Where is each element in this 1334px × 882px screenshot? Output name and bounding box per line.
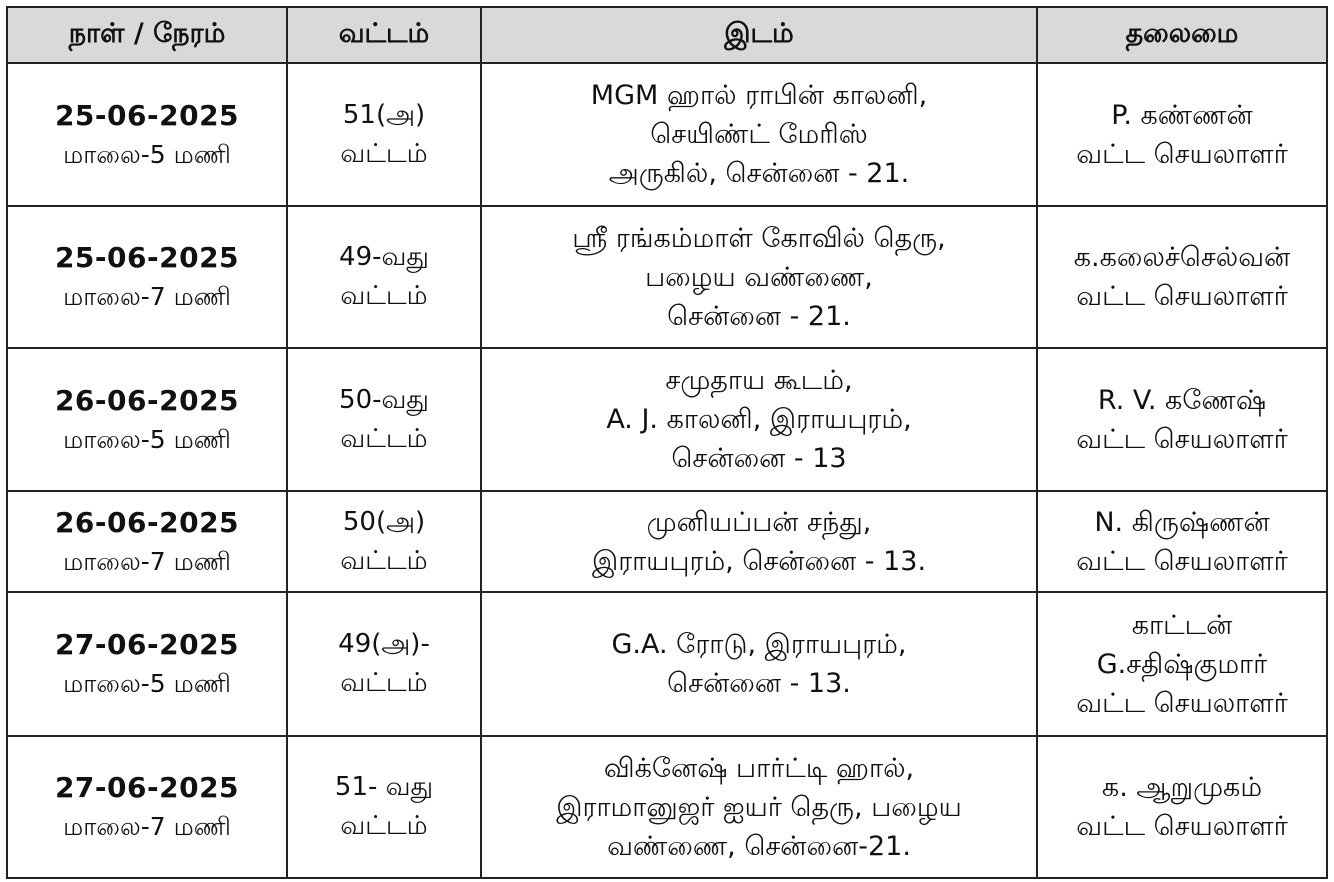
ward-line: 49-வது [339, 242, 429, 272]
table-row [7, 63, 1327, 206]
ward-line: வட்டம் [340, 811, 428, 841]
table-row [7, 348, 1327, 491]
ward-line: 51- வது [334, 772, 434, 802]
leader-cell [1037, 63, 1327, 206]
place-line: G.A. ரோடு, இராயபுரம், [611, 629, 907, 660]
place-cell [481, 348, 1037, 491]
ward-cell [287, 736, 481, 878]
place-cell [481, 63, 1037, 206]
leader-line: வட்ட செயலாளர் [1076, 423, 1288, 455]
leader-line: வட்ட செயலாளர் [1076, 545, 1288, 577]
place-cell [481, 491, 1037, 592]
place-line: MGM ஹால் ராபின் காலனி, [590, 80, 928, 111]
header-leader: தலைமை [1037, 7, 1327, 63]
ward-cell [287, 63, 481, 206]
leader-line: N. கிருஷ்ணன் [1094, 506, 1270, 538]
ward-line: வட்டம் [340, 281, 428, 311]
place-line: சென்னை - 13. [667, 668, 851, 699]
ward-cell [287, 348, 481, 491]
ward-cell [287, 206, 481, 348]
meeting-time: மாலை-7 மணி [63, 546, 231, 576]
table-row [7, 736, 1327, 878]
leader-line: காட்டன் [1131, 609, 1233, 641]
leader-line: P. கண்ணன் [1111, 99, 1253, 131]
ward-line: வட்டம் [340, 545, 428, 576]
meeting-time: மாலை-7 மணி [63, 812, 231, 841]
leader-line: R. V. கணேஷ் [1097, 384, 1267, 416]
place-line: விக்னேஷ் பார்ட்டி ஹால், [603, 752, 915, 784]
ward-line: 50-வது [339, 384, 429, 415]
ward-line: வட்டம் [340, 668, 428, 698]
leader-line: வட்ட செயலாளர் [1076, 281, 1288, 312]
meeting-date: 25-06-2025 [54, 98, 240, 132]
place-line: சென்னை - 21. [667, 300, 851, 332]
ward-line: வட்டம் [340, 423, 428, 454]
header-place: இடம் [481, 7, 1037, 63]
table-row [7, 592, 1327, 736]
place-cell [481, 592, 1037, 736]
meeting-date: 25-06-2025 [54, 241, 240, 274]
place-line: சென்னை - 13 [671, 443, 847, 474]
meeting-time: மாலை-5 மணி [63, 139, 231, 169]
meeting-time: மாலை-5 மணி [63, 669, 231, 698]
header-date-time: நாள் / நேரம் [7, 7, 287, 63]
place-line: சமுதாய கூடம், [665, 365, 853, 396]
place-line: அருகில், சென்னை - 21. [608, 158, 910, 189]
place-cell [481, 206, 1037, 348]
meeting-schedule [6, 6, 1326, 876]
header-row [7, 7, 1327, 63]
header-ward: வட்டம் [287, 7, 481, 63]
date-time-cell [7, 736, 287, 878]
leader-cell [1037, 206, 1327, 348]
ward-line: 50(அ) [342, 506, 426, 537]
ward-line: வட்டம் [340, 138, 428, 169]
date-time-cell [7, 206, 287, 348]
place-line: பழைய வண்ணை, [645, 261, 873, 293]
place-line: செயிண்ட் மேரிஸ் [650, 119, 868, 150]
schedule-table [6, 6, 1328, 879]
place-line: ஸ்ரீ ரங்கம்மாள் கோவில் தெரு, [572, 222, 946, 254]
place-line: வண்ணை, சென்னை-21. [607, 830, 911, 862]
meeting-date: 27-06-2025 [54, 771, 240, 804]
place-cell [481, 736, 1037, 878]
meeting-date: 27-06-2025 [54, 628, 240, 661]
place-line: A. J. காலனி, இராயபுரம், [606, 404, 912, 435]
place-line: இராயபுரம், சென்னை - 13. [591, 545, 927, 577]
leader-line: G.சதிஷ்குமார் [1096, 648, 1268, 680]
date-time-cell [7, 63, 287, 206]
table-row [7, 491, 1327, 592]
ward-line: 49(அ)- [338, 629, 430, 659]
leader-cell [1037, 491, 1327, 592]
meeting-time: மாலை-7 மணி [63, 282, 231, 311]
leader-cell [1037, 592, 1327, 736]
ward-cell [287, 491, 481, 592]
table-row [7, 206, 1327, 348]
leader-line: வட்ட செயலாளர் [1076, 138, 1288, 170]
meeting-date: 26-06-2025 [54, 505, 240, 539]
leader-line: வட்ட செயலாளர் [1076, 811, 1288, 842]
schedule-body [7, 63, 1327, 878]
place-line: முனியப்பன் சந்து, [646, 506, 872, 538]
leader-cell [1037, 348, 1327, 491]
date-time-cell [7, 491, 287, 592]
leader-line: க. ஆறுமுகம் [1101, 772, 1263, 803]
place-line: இராமானுஜர் ஐயர் தெரு, பழைய [556, 791, 962, 823]
meeting-date: 26-06-2025 [54, 383, 240, 417]
ward-cell [287, 592, 481, 736]
date-time-cell [7, 348, 287, 491]
leader-line: வட்ட செயலாளர் [1076, 687, 1288, 719]
leader-cell [1037, 736, 1327, 878]
leader-line: க.கலைச்செல்வன் [1073, 242, 1291, 273]
date-time-cell [7, 592, 287, 736]
meeting-time: மாலை-5 மணி [63, 424, 231, 454]
ward-line: 51(அ) [342, 99, 426, 130]
